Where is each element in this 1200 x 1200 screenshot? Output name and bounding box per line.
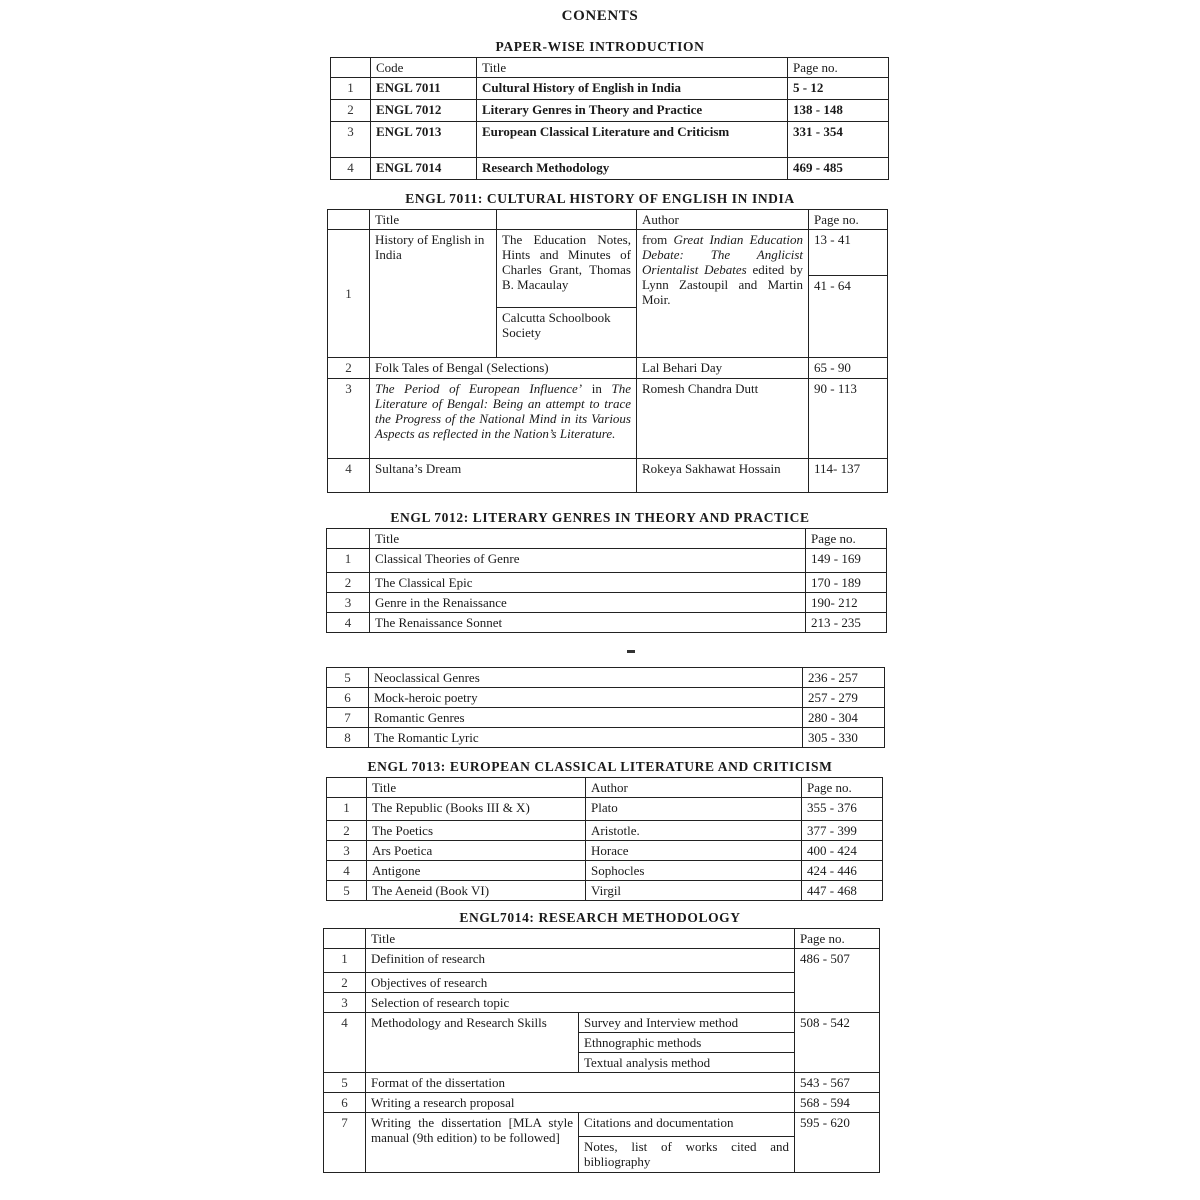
entry-subtitle: Calcutta Schoolbook Society [497, 308, 637, 358]
entry-title: Ars Poetica [367, 841, 586, 861]
entry-title [370, 379, 637, 459]
row-number: 3 [328, 379, 370, 459]
header-title: Title [370, 529, 806, 549]
table-row [327, 688, 885, 708]
engl-7011-table [327, 209, 888, 493]
entry-title: Format of the dissertation [366, 1073, 795, 1093]
table-row [324, 1013, 880, 1033]
row-number: 3 [331, 122, 371, 158]
table-row [324, 1093, 880, 1113]
page-range: 377 - 399 [802, 821, 883, 841]
table-header-row [327, 778, 883, 798]
page-range: 400 - 424 [802, 841, 883, 861]
table-row [327, 841, 883, 861]
page-range: 236 - 257 [803, 668, 885, 688]
row-number: 6 [327, 688, 369, 708]
entry-title: The Aeneid (Book VI) [367, 881, 586, 901]
page-range: 486 - 507 [795, 949, 880, 1013]
row-number: 1 [328, 230, 370, 358]
paper-title: Literary Genres in Theory and Practice [477, 100, 788, 122]
page-range: 13 - 41 [809, 230, 887, 276]
header-page: Page no. [802, 778, 883, 798]
entry-title: Folk Tales of Bengal (Selections) [370, 358, 637, 379]
row-number: 3 [327, 593, 370, 613]
page-range: 190- 212 [806, 593, 887, 613]
row-number: 1 [327, 549, 370, 573]
page-range-split [809, 230, 888, 358]
page-range: 305 - 330 [803, 728, 885, 748]
page-range: 331 - 354 [788, 122, 889, 158]
table-row [327, 668, 885, 688]
row-number: 2 [324, 973, 366, 993]
page-range: 355 - 376 [802, 798, 883, 821]
header-page: Page no. [806, 529, 887, 549]
entry-title: Writing a research proposal [366, 1093, 795, 1113]
entry-subtopic: Textual analysis method [579, 1053, 795, 1073]
entry-title: Classical Theories of Genre [370, 549, 806, 573]
row-number: 2 [331, 100, 371, 122]
entry-subtopic: Survey and Interview method [579, 1013, 795, 1033]
row-number: 7 [327, 708, 369, 728]
header-title: Title [370, 210, 497, 230]
row-number: 5 [324, 1073, 366, 1093]
row-number: 4 [328, 459, 370, 493]
paper-code: ENGL 7011 [371, 78, 477, 100]
table-row [327, 593, 887, 613]
row-number: 4 [327, 613, 370, 633]
page-title: CONENTS [561, 8, 639, 24]
section-heading-paper-wise: PAPER-WISE INTRODUCTION [495, 39, 705, 54]
book-title: Great Indian Education Debate: The Anglicist Orientalist Debates [642, 232, 803, 277]
entry-author: Virgil [586, 881, 802, 901]
header-author: Author [586, 778, 802, 798]
entry-title: Genre in the Renaissance [370, 593, 806, 613]
engl-7013-table [326, 777, 883, 901]
paper-code: ENGL 7014 [371, 158, 477, 180]
page-range: 469 - 485 [788, 158, 889, 180]
page-range: 41 - 64 [814, 278, 851, 293]
row-number: 1 [327, 798, 367, 821]
section-heading-engl-7013: ENGL 7013: EUROPEAN CLASSICAL LITERATURE AND CRITICISM [367, 759, 833, 774]
entry-author [637, 230, 809, 358]
entry-title: Definition of research [366, 949, 795, 973]
header-page: Page no. [788, 58, 889, 78]
entry-subtopic: Citations and documentation [579, 1113, 795, 1137]
table-row [331, 78, 889, 100]
row-number: 5 [327, 881, 367, 901]
entry-title: The Classical Epic [370, 573, 806, 593]
table-row [331, 122, 889, 158]
entry-author: Horace [586, 841, 802, 861]
table-header-row [331, 58, 889, 78]
entry-title: The Renaissance Sonnet [370, 613, 806, 633]
entry-subtopic: Ethnographic methods [579, 1033, 795, 1053]
header-code: Code [371, 58, 477, 78]
entry-author: Sophocles [586, 861, 802, 881]
row-number: 3 [324, 993, 366, 1013]
table-header-row [327, 529, 887, 549]
author-editors: edited by Lynn Zastoupil and Martin Moir. [642, 262, 803, 307]
row-number: 2 [327, 821, 367, 841]
title-connector: in [591, 381, 602, 396]
section-heading-engl-7014: ENGL7014: RESEARCH METHODOLOGY [459, 910, 741, 925]
header-title: Title [366, 929, 795, 949]
page-range: 149 - 169 [806, 549, 887, 573]
table-row [327, 821, 883, 841]
header-page: Page no. [795, 929, 880, 949]
page-range: 257 - 279 [803, 688, 885, 708]
row-number: 6 [324, 1093, 366, 1113]
paper-code: ENGL 7012 [371, 100, 477, 122]
author-prefix: from [642, 232, 668, 247]
entry-title: Selection of research topic [366, 993, 795, 1013]
section-heading-engl-7012: ENGL 7012: LITERARY GENRES IN THEORY AND PRACTICE [390, 510, 810, 525]
entry-title: Writing the dissertation [MLA style manual (9th edition) to be followed] [366, 1113, 579, 1173]
table-row [327, 798, 883, 821]
page-range: 424 - 446 [802, 861, 883, 881]
header-title: Title [367, 778, 586, 798]
chapter-title: The Period of European Influence’ [375, 381, 583, 396]
header-title: Title [477, 58, 788, 78]
page-range: 65 - 90 [809, 358, 888, 379]
entry-author: Rokeya Sakhawat Hossain [637, 459, 809, 493]
row-number: 5 [327, 668, 369, 688]
page-range: 595 - 620 [795, 1113, 880, 1173]
row-number: 4 [331, 158, 371, 180]
entry-title: The Republic (Books III & X) [367, 798, 586, 821]
table-row [327, 573, 887, 593]
row-number: 8 [327, 728, 369, 748]
page-break-mark [627, 650, 635, 653]
paper-title: Research Methodology [477, 158, 788, 180]
entry-title: Objectives of research [366, 973, 795, 993]
page-range: 170 - 189 [806, 573, 887, 593]
entry-title: Sultana’s Dream [370, 459, 637, 493]
entry-author: Plato [586, 798, 802, 821]
table-row [324, 949, 880, 973]
table-header-row [328, 210, 888, 230]
row-number: 2 [327, 573, 370, 593]
table-row [327, 708, 885, 728]
table-header-row [324, 929, 880, 949]
paper-title: Cultural History of English in India [477, 78, 788, 100]
engl-7012-table-part-1 [326, 528, 887, 633]
book-title: The Literature of Bengal: Being an attempt to trace the Progress of the National Mind in its Various Aspects as reflected in the Nation’s Literature. [375, 381, 632, 441]
table-row [324, 1113, 880, 1137]
entry-title: Romantic Genres [369, 708, 803, 728]
entry-subtopic: Notes, list of works cited and bibliography [579, 1137, 795, 1173]
table-row [328, 459, 888, 493]
page-range: 568 - 594 [795, 1093, 880, 1113]
page-range: 90 - 113 [809, 379, 888, 459]
page-range: 447 - 468 [802, 881, 883, 901]
row-number: 1 [331, 78, 371, 100]
paper-code: ENGL 7013 [371, 122, 477, 158]
page-range: 213 - 235 [806, 613, 887, 633]
intro-table [330, 57, 889, 180]
table-row [328, 358, 888, 379]
section-heading-engl-7011: ENGL 7011: CULTURAL HISTORY OF ENGLISH IN INDIA [405, 191, 795, 206]
table-row [327, 549, 887, 573]
table-row [327, 728, 885, 748]
entry-author: Aristotle. [586, 821, 802, 841]
page-range: 280 - 304 [803, 708, 885, 728]
table-row [327, 861, 883, 881]
entry-subtitle: The Education Notes, Hints and Minutes of Charles Grant, Thomas B. Macaulay [497, 230, 637, 308]
entry-title: Mock-heroic poetry [369, 688, 803, 708]
entry-author: Romesh Chandra Dutt [637, 379, 809, 459]
table-row [327, 613, 887, 633]
engl-7012-table-part-2 [326, 667, 885, 748]
page-range: 543 - 567 [795, 1073, 880, 1093]
entry-title: The Poetics [367, 821, 586, 841]
entry-title: History of English in India [370, 230, 497, 358]
entry-title: Antigone [367, 861, 586, 881]
table-row [324, 1073, 880, 1093]
row-number: 7 [324, 1113, 366, 1173]
row-number: 4 [324, 1013, 366, 1073]
table-row [328, 230, 888, 308]
entry-title: Methodology and Research Skills [366, 1013, 579, 1073]
page-range: 138 - 148 [788, 100, 889, 122]
entry-title: The Romantic Lyric [369, 728, 803, 748]
engl-7014-table [323, 928, 880, 1173]
entry-title: Neoclassical Genres [369, 668, 803, 688]
row-number: 3 [327, 841, 367, 861]
row-number: 4 [327, 861, 367, 881]
page-range: 508 - 542 [795, 1013, 880, 1073]
header-author: Author [637, 210, 809, 230]
table-row [327, 881, 883, 901]
paper-title: European Classical Literature and Criticism [477, 122, 788, 158]
entry-author: Lal Behari Day [637, 358, 809, 379]
row-number: 1 [324, 949, 366, 973]
header-page: Page no. [809, 210, 888, 230]
page-range: 114- 137 [809, 459, 888, 493]
table-row [328, 379, 888, 459]
row-number: 2 [328, 358, 370, 379]
table-row [331, 100, 889, 122]
table-row [331, 158, 889, 180]
page-range: 5 - 12 [788, 78, 889, 100]
